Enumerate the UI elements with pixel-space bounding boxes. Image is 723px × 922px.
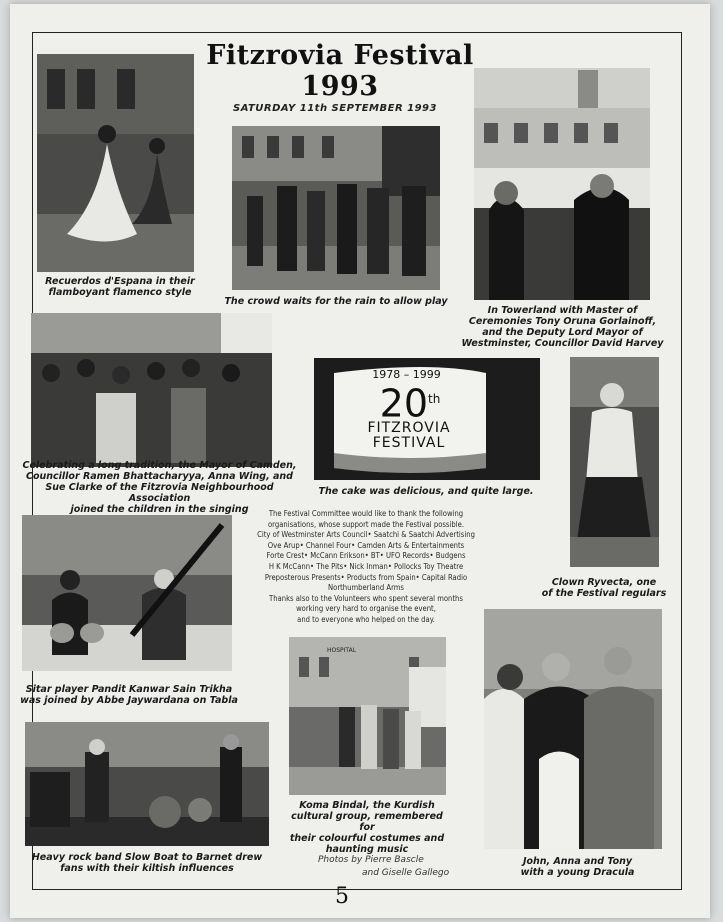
photo-koma-image xyxy=(289,637,446,795)
photo-clown xyxy=(570,357,659,567)
photo-rock-band xyxy=(25,722,269,846)
photo-rock-image xyxy=(25,722,269,846)
thanks-notice: The Festival Committee would like to thank the following organisations, whose support made the Festival possible. City of Westminster Arts Council• Saatchi & Saatchi Advertising Ove Arup• Channel Four• Camden Arts & Entertainments Forte Crest• McCann Erikson• BT• UFO Records• Budgens H K McCann• The Pits• Nick Inman• Pollocks Toy Theatre Preposterous Presents• Products from Spain• Capital Radio Northumberland Arms Thanks also to the Volunteers who spent several months working very hard to organise the event, and to everyone who helped on the day. xyxy=(257,509,475,624)
photo-crowd xyxy=(232,126,440,290)
page-number: 5 xyxy=(335,884,349,909)
photo-john-image xyxy=(484,609,662,849)
photo-sitar-image xyxy=(22,515,232,671)
photo-koma-bindal xyxy=(289,637,446,795)
caption-crowd: The crowd waits for the rain to allow play xyxy=(224,296,448,307)
photo-sitar xyxy=(22,515,232,671)
caption-towerland: In Towerland with Master of Ceremonies Tony Oruna Gorlainoff, and the Deputy Lord Mayor of Westminster, Councillor David Harvey xyxy=(461,305,664,349)
caption-koma-bindal: Koma Bindal, the Kurdish cultural group, remembered for their colourful costumes and haunting music xyxy=(289,800,445,855)
photo-towerland-image xyxy=(474,68,650,300)
title-line-2: 1993 xyxy=(301,71,379,102)
photo-credits: Photos by Pierre Bascle and Giselle Gallego xyxy=(318,855,450,878)
photo-flamenco-image xyxy=(37,54,194,272)
caption-flamenco: Recuerdos d'Espana in their flamboyant flamenco style xyxy=(45,276,195,298)
cake-line2: FESTIVAL xyxy=(372,435,446,451)
photo-towerland xyxy=(474,68,650,300)
caption-clown: Clown Ryvecta, one of the Festival regulars xyxy=(541,577,667,599)
photo-crowd-image xyxy=(232,126,440,290)
caption-rock-band: Heavy rock band Slow Boat to Barnet drew fans with their kiltish influences xyxy=(31,852,263,874)
cake-years: 1978 – 1999 xyxy=(372,368,441,381)
photo-clown-image xyxy=(570,357,659,567)
festival-date: SATURDAY 11th SEPTEMBER 1993 xyxy=(233,103,437,114)
photo-mayor xyxy=(31,313,272,467)
cake-number: 20th xyxy=(379,381,441,426)
photo-mayor-image xyxy=(31,313,272,467)
photo-flamenco xyxy=(37,54,194,272)
title-line-1: Fitzrovia Festival xyxy=(206,40,474,71)
photo-cake xyxy=(314,358,540,480)
hospital-sign: HOSPITAL xyxy=(327,647,357,654)
caption-cake: The cake was delicious, and quite large. xyxy=(318,486,534,497)
caption-john-anna-tony: John, Anna and Tony with a young Dracula xyxy=(520,856,635,878)
page-title xyxy=(150,40,530,102)
cake-line1: FITZROVIA xyxy=(367,420,451,436)
caption-mayor: Celebrating a long tradition, the Mayor of Camden, Councillor Ramen Bhattacharyya, Anna Wing, and Sue Clarke of the Fitzrovia Neighbourhood Association joined the children in the singing xyxy=(22,460,297,515)
caption-sitar: Sitar player Pandit Kanwar Sain Trikha was joined by Abbe Jaywardana on Tabla xyxy=(20,684,238,706)
photo-john-anna-tony xyxy=(484,609,662,849)
